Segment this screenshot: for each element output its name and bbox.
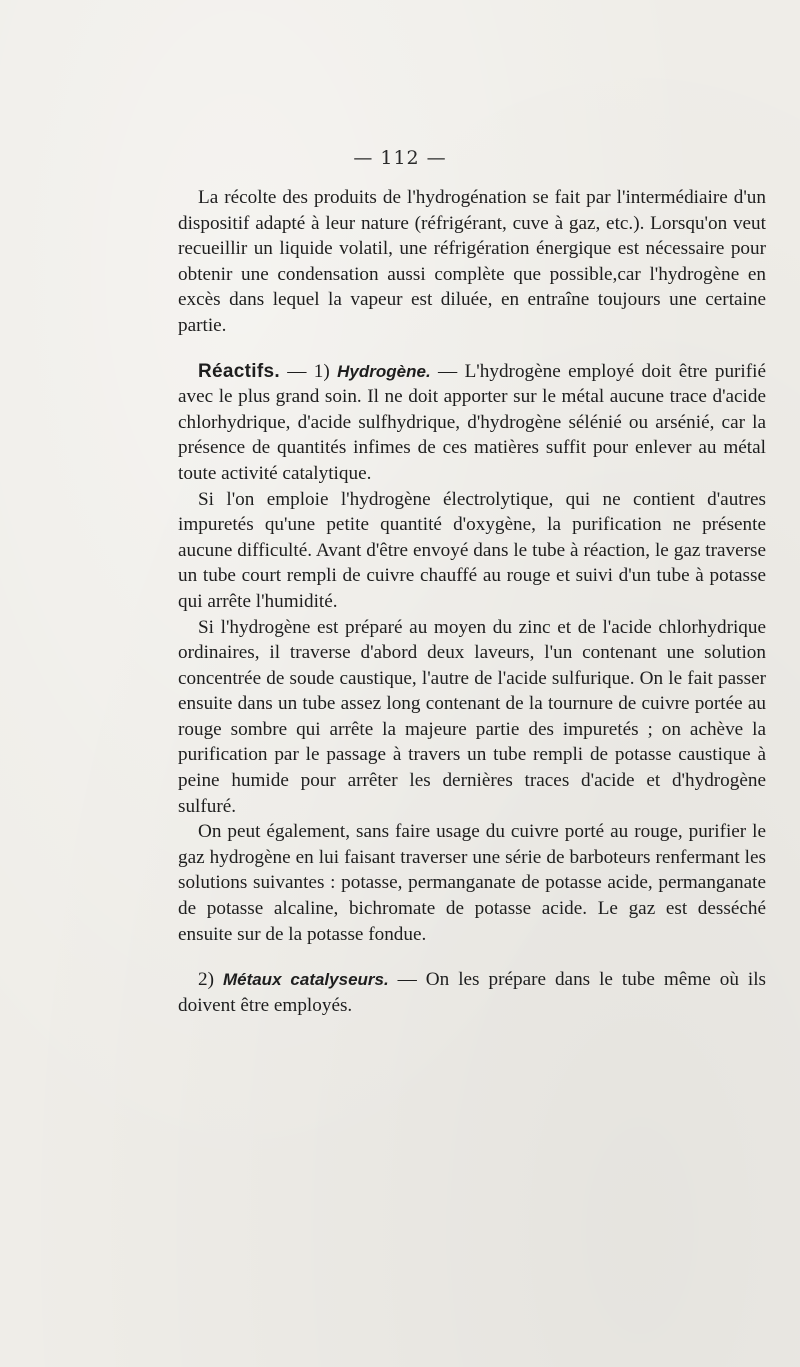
paragraph-electrolytic: Si l'on emploie l'hydrogène électrolytique, qui ne contient d'autres impuretés qu'une petite quantité d'oxygène, la purification ne présente aucune difficulté. Avant d'être envoyé dans le tube à réaction, le gaz traverse un tube court rempli de cuivre chauffé au rouge et suivi d'un tube à potasse qui arrête l'humidité.	[178, 488, 766, 612]
section-heading-reactifs: Réactifs.	[198, 360, 280, 382]
paragraph-harvest: La récolte des produits de l'hydrogénation se fait par l'intermédiaire d'un dispositif adapté à leur nature (réfrigérant, cuve à gaz, etc.). Lorsqu'on veut recueillir un liquide volatil, une réfrigération énergique est nécessaire pour obtenir une condensation aussi complète que possible,car l'hydrogène en excès dans lequel la vapeur est diluée, en entraîne toujours une certaine partie.	[178, 187, 766, 336]
item-number: 2)	[198, 969, 223, 991]
hydrogen-text: — L'hydrogène employé doit être purifié avec le plus grand soin. Il ne doit apporter sur le métal aucune trace d'acide chlorhydrique, d'acide sulfhydrique, d'hydrogène sélénié ou arsénié, car la présence de quantités infimes de ces matières suffit pour enlever au métal toute activité catalytique.	[178, 360, 766, 484]
subheading-metaux-catalyseurs: Métaux catalyseurs.	[222, 970, 389, 990]
paragraph-catalyst-metals	[178, 967, 766, 1018]
paragraph-reagents-hydrogen	[178, 359, 766, 487]
section-separator: — 1)	[279, 360, 338, 382]
paragraph-bubblers: On peut également, sans faire usage du cuivre porté au rouge, purifier le gaz hydrogène en lui faisant traverser une série de barboteurs renfermant les solutions suivantes : potasse, permanganate de potasse acide, permanganate de potasse alcaline, bichromate de potasse acide. Le gaz est desséché ensuite sur de la potasse fondue.	[178, 821, 766, 945]
catalyst-text: — On les prépare dans le tube même où ils doivent être employés.	[178, 969, 766, 1016]
paragraph-zinc-acid: Si l'hydrogène est préparé au moyen du zinc et de l'acide chlorhydrique ordinaires, il traverse d'abord deux laveurs, l'un contenant une solution concentrée de soude caustique, l'autre de l'acide sulfurique. On le fait passer ensuite dans un tube assez long contenant de la tournure de cuivre portée au rouge sombre qui arrête la majeure partie des impuretés ; on achève la purification par le passage à travers un tube rempli de potasse caustique à peine humide pour arrêter les dernières traces d'acide et d'hydrogène sulfuré.	[178, 616, 766, 817]
subheading-hydrogene: Hydrogène.	[337, 361, 431, 381]
body-text	[178, 185, 766, 1018]
page-number: — 112 —	[353, 147, 447, 169]
